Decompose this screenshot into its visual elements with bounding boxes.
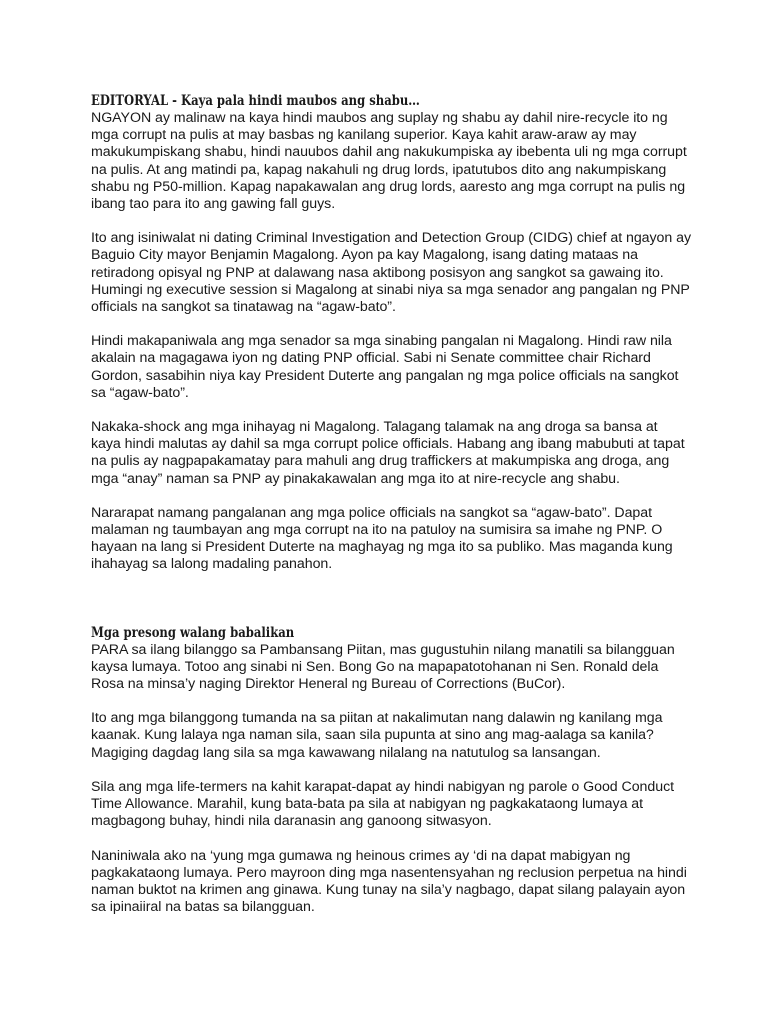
article-paragraph: Hindi makapaniwala ang mga senador sa mga sinabing pangalan ni Magalong. Hindi raw nila akalain na magagawa iyon ng dating PNP official. Sabi ni Senate committee chair Richard Gordon, sasabihin niya kay President Duterte ang pangalan ng mga police officials na sangkot sa “agaw-bato”.	[91, 333, 679, 401]
column-article	[91, 625, 691, 917]
article-paragraph: Nararapat namang pangalanan ang mga police officials na sangkot sa “agaw-bato”. Dapat malaman ng taumbayan ang mga corrupt na ito na patuloy na sumisira sa imahe ng PNP. O hayaan na lang si President Duterte na maghayag ng mga ito sa publiko. Mas maganda kung ihahayag sa lalong madaling panahon.	[91, 504, 673, 573]
article-title: Mga presong walang babalikan	[91, 624, 295, 641]
editorial-article	[91, 93, 691, 574]
section-spacer	[91, 591, 691, 625]
article-title: EDITORYAL - Kaya pala hindi maubos ang shabu…	[91, 93, 420, 109]
article-paragraph: Sila ang mga life-termers na kahit karapat-dapat ay hindi nabigyan ng parole o Good Conduct Time Allowance. Marahil, kung bata-bata pa sila at nabigyan ng pagkakataong lumaya at magbagong buhay, hindi nila daranasin ang ganoong sitwasyon.	[91, 778, 675, 830]
article-paragraph: NGAYON ay malinaw na kaya hindi maubos ang suplay ng shabu ay dahil nire-recycle ito ng mga corrupt na pulis at may basbas ng kanilang superior. Kaya kahit araw-araw ay may makukumpiskang shabu, hindi nauubos dahil ang nakukumpiska ay ibebenta uli ng mga corrupt na pulis. At ang matindi pa, kapag nakahuli ng drug lords, ipatutubos dito ang nakumpiskang shabu ng P50-million. Kapag napakawalan ang drug lords, aaresto ang mga corrupt na pulis ng ibang tao para ito ang gawing fall guys.	[91, 110, 687, 213]
article-paragraph: Naniniwala ako na ‘yung mga gumawa ng heinous crimes ay ‘di na dapat mabigyan ng pagkakataong lumaya. Pero mayroon ding mga nasentensyahan ng reclusion perpetua na hindi naman buktot na krimen ang ginawa. Kung tunay na sila’y nagbago, dapat silang palayain ayon sa ipinaiiral na batas sa bilangguan.	[91, 847, 687, 916]
article-paragraph: PARA sa ilang bilanggo sa Pambansang Piitan, mas gugustuhin nilang manatili sa bilangguan kaysa lumaya. Totoo ang sinabi ni Sen. Bong Go na mapapatotohanan ni Sen. Ronald dela Rosa na minsa’y naging Direktor Heneral ng Bureau of Corrections (BuCor).	[91, 641, 675, 693]
article-paragraph: Ito ang isiniwalat ni dating Criminal Investigation and Detection Group (CIDG) chief at ngayon ay Baguio City mayor Benjamin Magalong. Ayon pa kay Magalong, isang dating mataas na retiradong opisyal ng PNP at dalawang nasa aktibong posisyon ang sangkot sa gawaing ito. Humingi ng executive session si Magalong at sinabi niya sa mga senador ang pangalan ng PNP officials na sangkot sa tinatawag na “agaw-bato”.	[91, 230, 692, 316]
article-paragraph: Nakaka-shock ang mga inihayag ni Magalong. Talagang talamak na ang droga sa bansa at kaya hindi malutas ay dahil sa mga corrupt police officials. Habang ang ibang mabubuti at tapat na pulis ay nagpapakamatay para mahuli ang drug traffickers at makumpiska ang droga, ang mga “anay” naman sa PNP ay pinakakawalan ang mga ito at nire-recycle ang shabu.	[91, 419, 685, 487]
article-paragraph: Ito ang mga bilanggong tumanda na sa piitan at nakalimutan nang dalawin ng kanilang mga kaanak. Kung lalaya nga naman sila, saan sila pupunta at sino ang mag-aalaga sa kanila? Magiging dagdag lang sila sa mga kawawang nilalang na natutulog sa lansangan.	[91, 710, 663, 761]
document-page	[91, 93, 691, 933]
